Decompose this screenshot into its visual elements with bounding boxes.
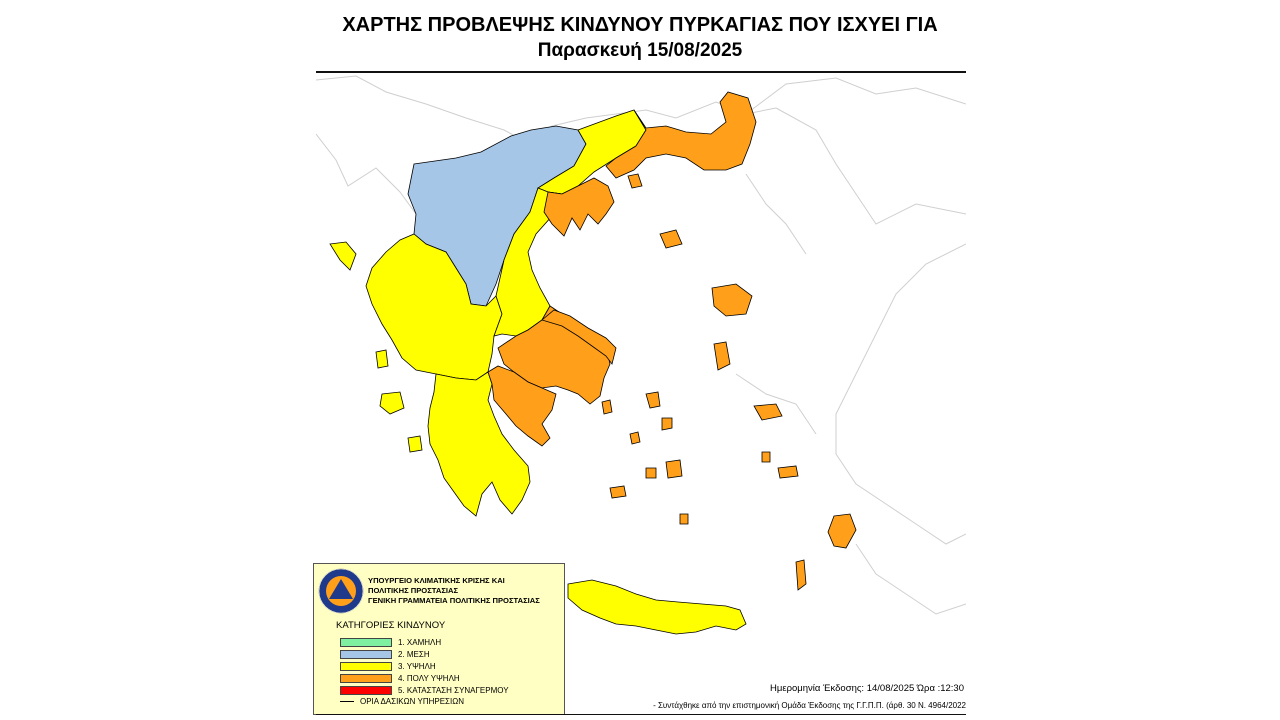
legend-label: 5. ΚΑΤΑΣΤΑΣΗ ΣΥΝΑΓΕΡΜΟΥ [398,686,509,695]
island-kalymnos [762,452,770,462]
island-lemnos [660,230,682,248]
island-zakynthos [408,436,422,452]
legend-item-alarm [340,685,509,696]
legend-item-low [340,637,441,648]
civil-protection-emblem-icon [318,568,364,614]
legend-swatch [340,662,392,671]
island-santorini [680,514,688,524]
legend-label: 4. ΠΟΛΥ ΥΨΗΛΗ [398,674,460,683]
island-kea [602,400,612,414]
bottom-rule [316,714,966,715]
legend-item-high [340,661,436,672]
island-corfu [330,242,356,270]
region-level-3 [568,580,746,634]
region-northeast-aegean-islands [628,174,782,420]
region-cyclades [602,392,688,524]
legend-label: 1. ΧΑΜΗΛΗ [398,638,442,647]
island-naxos [666,460,682,478]
legend-label: 3. ΥΨΗΛΗ [398,662,436,671]
island-rhodes [828,514,856,548]
border-label: ΟΡΙΑ ΔΑΣΙΚΩΝ ΥΠΗΡΕΣΙΩΝ [360,697,464,706]
region-crete [568,580,746,634]
region-dodecanese [762,452,856,590]
island-andros [646,392,660,408]
island-kefalonia [380,392,404,414]
legend-item-very-high [340,673,460,684]
issue-date: Ημερομηνία Έκδοσης: 14/08/2025 Ώρα :12:30 [770,683,964,694]
ministry-name: ΥΠΟΥΡΓΕΙΟ ΚΛΙΜΑΤΙΚΗΣ ΚΡΙΣΗΣ ΚΑΙ ΠΟΛΙΤΙΚΗΣ ΠΡΟΣΤΑΣΙΑΣ ΓΕΝΙΚΗ ΓΡΑΜΜΑΤΕΙΑ ΠΟΛΙΤΙΚΗΣ ΠΡΟΣΤΑΣΙΑΣ [368,576,540,605]
island-chios [714,342,730,370]
legend-swatch [340,674,392,683]
island-syros [630,432,640,444]
island-tinos [662,418,672,430]
legend-swatch [340,650,392,659]
legend-swatch [340,686,392,695]
island-karpathos [796,560,806,590]
categories-title: ΚΑΤΗΓΟΡΙΕΣ ΚΙΝΔΥΝΟΥ [336,620,446,631]
legend-item-forest-borders [340,697,464,706]
legend-swatch [340,638,392,647]
island-paros [646,468,656,478]
island-samos [754,404,782,420]
map-title: ΧΑΡΤΗΣ ΠΡΟΒΛΕΨΗΣ ΚΙΝΔΥΝΟΥ ΠΥΡΚΑΓΙΑΣ ΠΟΥ ΙΣΧΥΕΙ ΓΙΑ [342,14,938,36]
legend-panel [313,563,565,715]
border-line-sample [340,701,354,702]
legend-item-medium [340,649,430,660]
island-thasos [628,174,642,188]
legend-label: 2. ΜΕΣΗ [398,650,430,659]
credit-note: - Συντάχθηκε από την επιστημονική Ομάδα Έκδοσης της Γ.Γ.Π.Π. (άρθ. 30 Ν. 4964/2022 [653,701,966,710]
title-rule [316,71,966,73]
island-milos [610,486,626,498]
map-date: Παρασκευή 15/08/2025 [537,40,743,61]
island-kos [778,466,798,478]
island-lesvos [712,284,752,316]
island-lefkada [376,350,388,368]
